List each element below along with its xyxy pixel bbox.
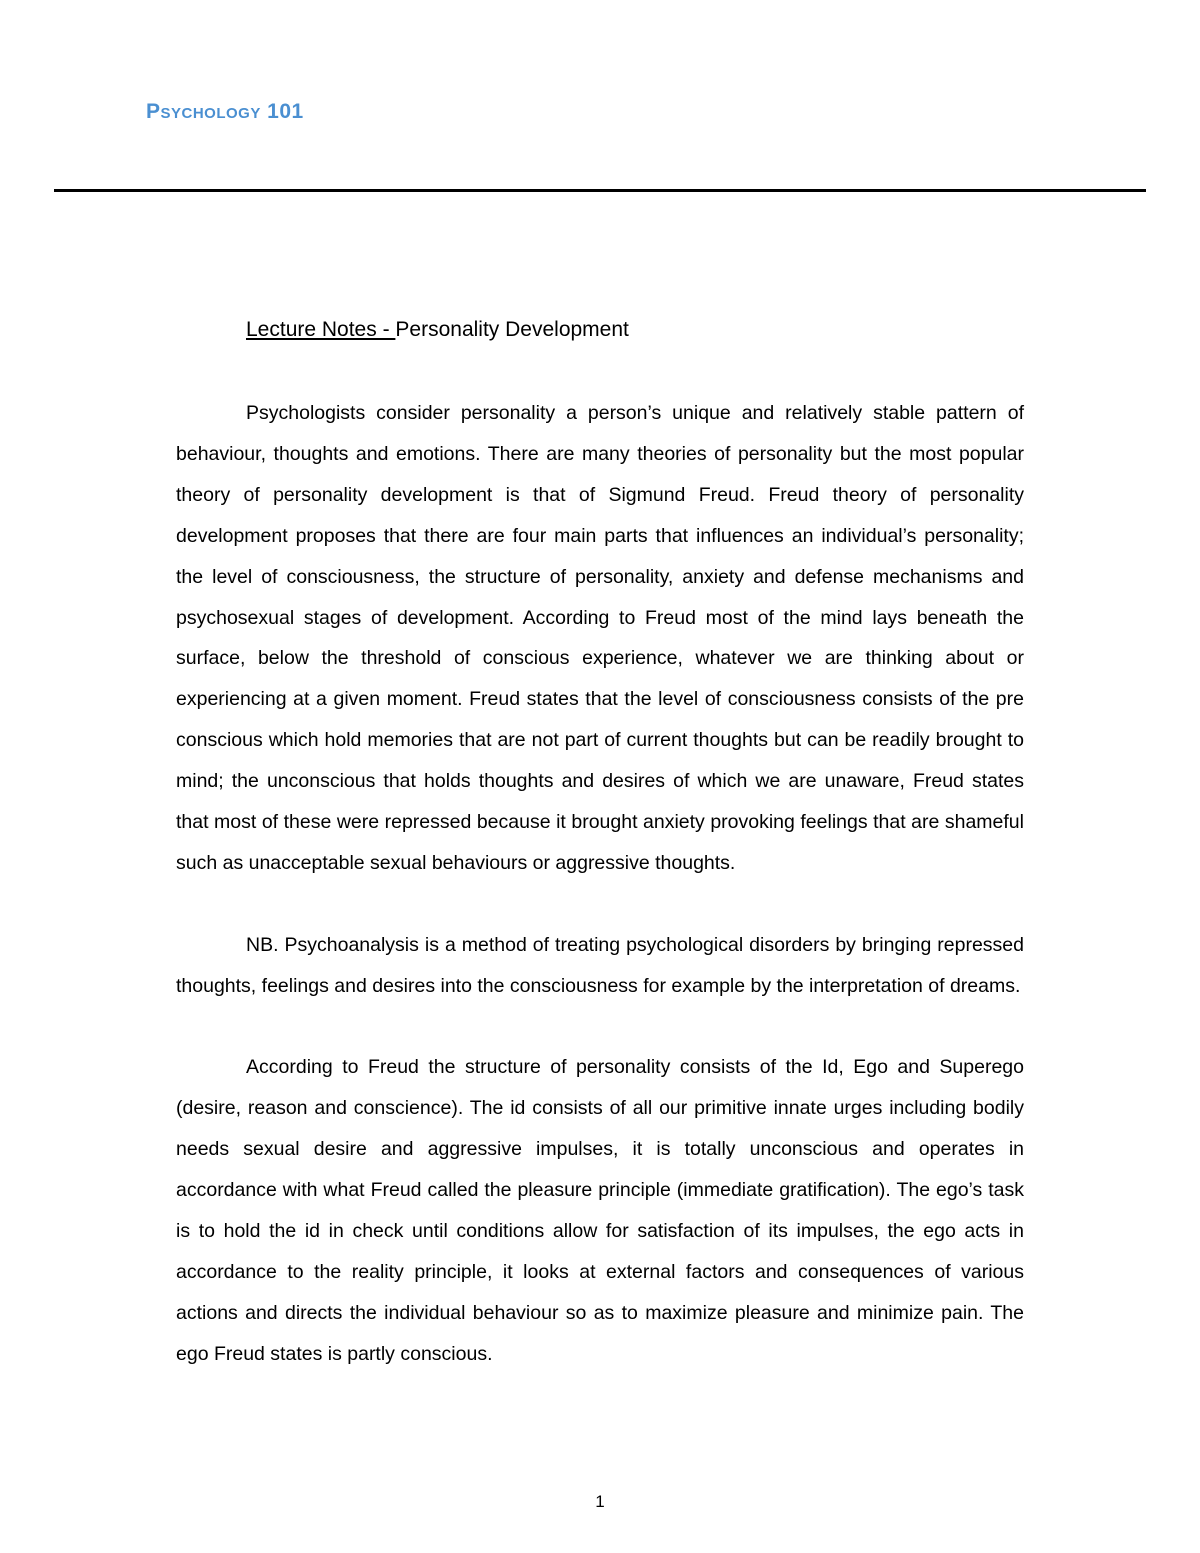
document-title: [246, 316, 629, 344]
paragraph-psychoanalysis-note: NB. Psychoanalysis is a method of treating psychological disorders by bringing repressed thoughts, feelings and desires into the consciousness for example by the interpretation of dreams.: [176, 933, 1024, 997]
page-number: 1: [595, 1492, 605, 1511]
paragraph-personality-structure: According to Freud the structure of personality consists of the Id, Ego and Superego (desire, reason and conscience). The id consists of all our primitive innate urges including bodily needs sexual desire and aggressive impulses, it is totally unconscious and operates in accordance with what Freud called the pleasure principle (immediate gratification). The ego’s task is to hold the id in check until conditions allow for satisfaction of its impulses, the ego acts in accordance to the reality principle, it looks at external factors and consequences of various actions and directs the individual behaviour so as to maximize pleasure and minimize pain. The ego Freud states is partly conscious.: [176, 1056, 1024, 1365]
header-divider: [54, 189, 1146, 192]
document-body: [176, 393, 1024, 1375]
header-title: Psychology 101: [146, 100, 304, 123]
document-title-underlined: Lecture Notes -: [246, 318, 396, 341]
paragraph-personality-intro: Psychologists consider personality a person’s unique and relatively stable pattern of behaviour, thoughts and emotions. There are many theories of personality but the most popular theory of personality development is that of Sigmund Freud. Freud theory of personality development proposes that there are four main parts that influences an individual’s personality; the level of consciousness, the structure of personality, anxiety and defense mechanisms and psychosexual stages of development. According to Freud most of the mind lays beneath the surface, below the threshold of conscious experience, whatever we are thinking about or experiencing at a given moment. Freud states that the level of consciousness consists of the pre conscious which hold memories that are not part of current thoughts but can be readily brought to mind; the unconscious that holds thoughts and desires of which we are unaware, Freud states that most of these were repressed because it brought anxiety provoking feelings that are shameful such as unacceptable sexual behaviours or aggressive thoughts.: [176, 402, 1024, 874]
document-title-rest: Personality Development: [395, 318, 629, 341]
